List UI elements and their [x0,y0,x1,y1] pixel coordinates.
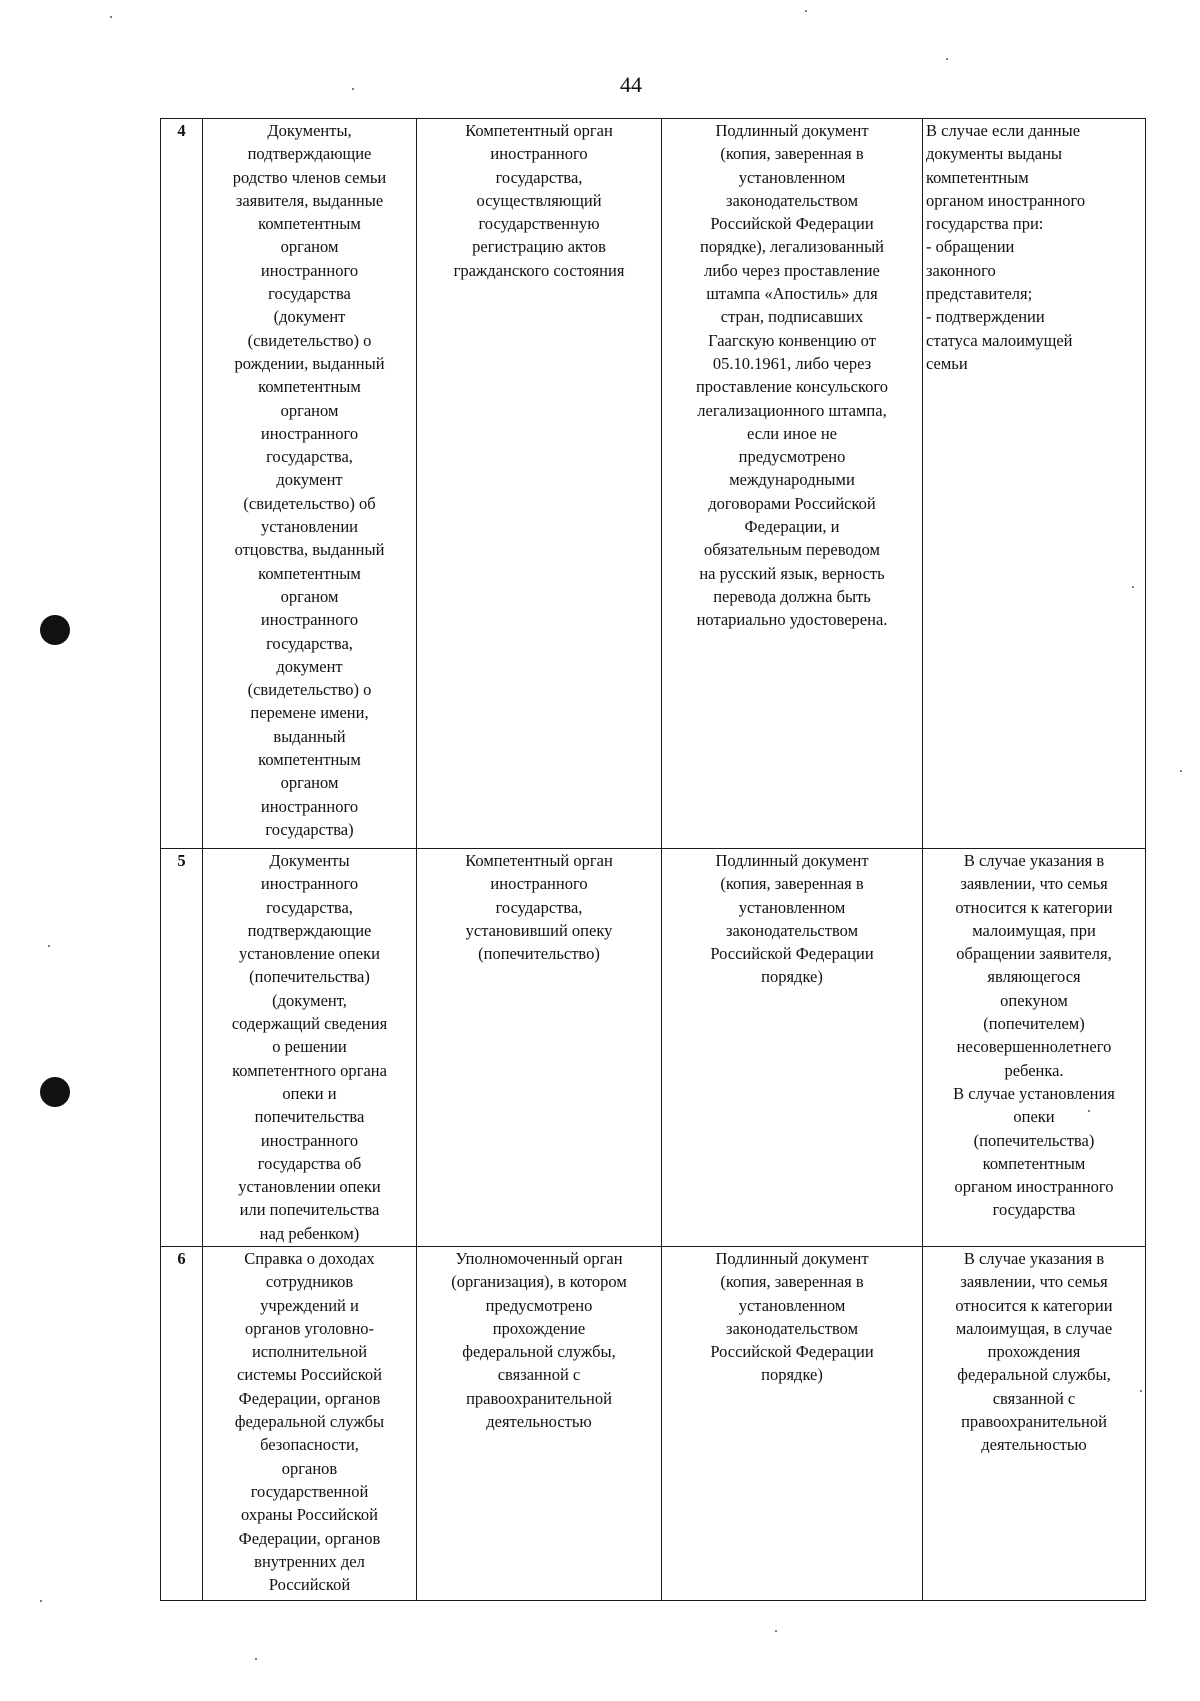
scan-speck [352,88,354,90]
document-name-text: Документы, подтверждающие родство членов семьи заявителя, выданные компетентным органом иностранного государства (документ (свидетельство) о рождении, выданный компетентным органом иностранного государства, документ (свидетельство) об установлении отцовства, выданный компетентным органом иностранного государства, документ (свидетельство) о перемене имени, выданный компетентным органом иностранного государства) [232,121,387,839]
scan-speck [1180,770,1182,772]
issuing-authority-cell [417,1247,662,1601]
binder-hole-top [40,615,70,645]
condition-cell [923,849,1146,1247]
row-number: 5 [161,849,203,1247]
page-number: 44 [620,72,642,97]
document-name-text: Справка о доходах сотрудников учреждений и органов уголовно- исполнительной системы Российской Федерации, органов федеральной службы безопасности, органов государственной охраны Российской Федерации, органов внутренних дел Российской [234,1249,385,1595]
condition-text: В случае если данные документы выданы компетентным органом иностранного государства при: - обращении законного представителя; - подтверждении статуса малоимущей семьи [926,121,1086,373]
issuing-authority-cell [417,849,662,1247]
document-form-text: Подлинный документ (копия, заверенная в установленном законодательством Российской Федерации порядке), легализованный либо через проставление штампа «Апостиль» для стран, подписавших Гаагскую конвенцию от 05.10.1961, либо через проставление консульского легализационного штампа, если иное не предусмотрено международными договорами Российской Федерации, и обязательным переводом на русский язык, верность перевода должна быть нотариально удостоверена. [695,121,889,630]
document-form-cell [662,849,923,1247]
scan-speck [255,1658,257,1660]
condition-cell [923,119,1146,849]
scan-speck [805,10,807,12]
scan-speck [40,1600,42,1602]
condition-cell [923,1247,1146,1601]
document-form-text: Подлинный документ (копия, заверенная в установленном законодательством Российской Федерации порядке) [710,1249,874,1385]
document-form-cell [662,119,923,849]
issuing-authority-text: Компетентный орган иностранного государства, осуществляющий государственную регистрацию актов гражданского состояния [453,121,625,280]
table-row [161,119,1146,849]
document-form-cell [662,1247,923,1601]
binder-hole-bottom [40,1077,70,1107]
document-name-cell [203,849,417,1247]
condition-text: В случае указания в заявлении, что семья относится к категории малоимущая, при обращении заявителя, являющегося опекуном (попечителем) несовершеннолетнего ребенка. В случае установления опеки (попечительства) компетентным органом иностранного государства [953,851,1115,1220]
row-number: 6 [161,1247,203,1601]
table-row [161,849,1146,1247]
table-row [161,1247,1146,1601]
issuing-authority-text: Компетентный орган иностранного государства, установивший опеку (попечительство) [465,851,613,964]
issuing-authority-cell [417,119,662,849]
scan-speck [110,16,112,18]
document-name-text: Документы иностранного государства, подтверждающие установление опеки (попечительства) (документ, содержащий сведения о решении компетентного органа опеки и попечительства иностранного государства об установлении опеки или попечительства над ребенком) [231,851,388,1243]
row-number: 4 [161,119,203,849]
condition-text: В случае указания в заявлении, что семья относится к категории малоимущая, в случае прохождения федеральной службы, связанной с правоохранительной деятельностью [955,1249,1113,1455]
document-name-cell [203,119,417,849]
documents-table [160,118,1146,1601]
issuing-authority-text: Уполномоченный орган (организация), в котором предусмотрено прохождение федеральной службы, связанной с правоохранительной деятельностью [451,1249,627,1432]
scan-speck [775,1630,777,1632]
scan-speck [48,945,50,947]
document-form-text: Подлинный документ (копия, заверенная в установленном законодательством Российской Федерации порядке) [710,851,874,987]
document-name-cell [203,1247,417,1601]
scan-speck [946,58,948,60]
